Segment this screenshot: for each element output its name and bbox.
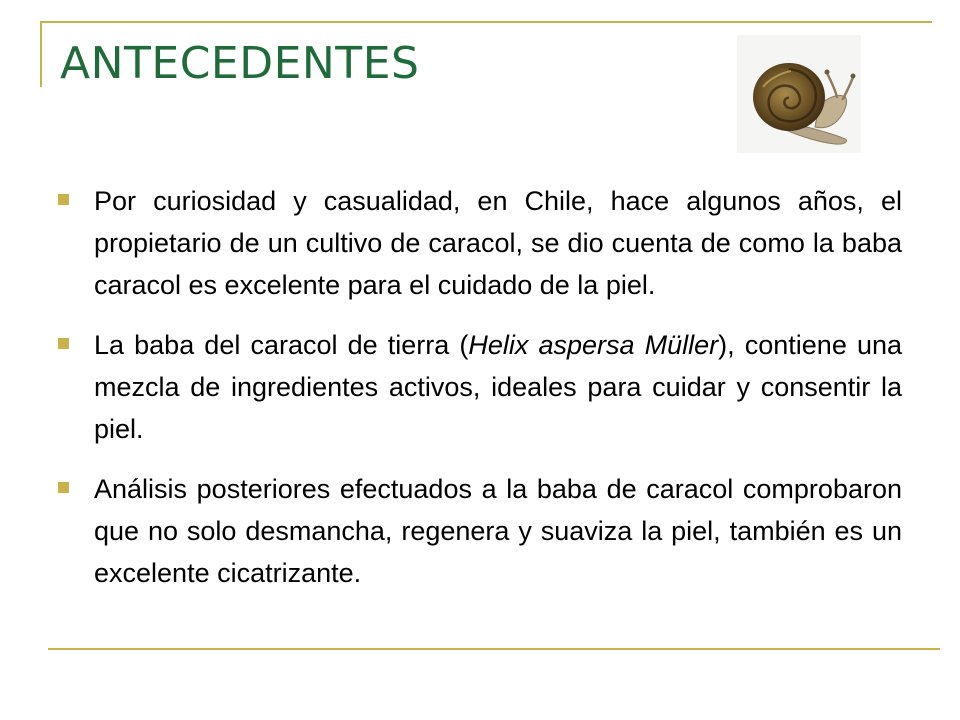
bullet-item [56,468,902,594]
bullet-text-segment: Por curiosidad y casualidad, en Chile, hace algunos años, el propietario de un cultivo de caracol, se dio cuenta de como la baba caracol es excelente para el cuidado de la piel. [94,186,902,300]
bullet-text-segment: ), contiene una mezcla de ingredientes activos, ideales para cuidar y consentir la piel. [94,330,902,444]
square-bullet-icon [58,338,69,349]
square-bullet-icon [58,194,69,205]
slide-title: ANTECEDENTES [60,38,420,89]
bullet-text [94,324,902,450]
bullet-text [94,468,902,594]
top-rule [40,21,932,23]
bullet-text-segment: Análisis posteriores efectuados a la baba de caracol comprobaron que no solo desmancha, regenera y suaviza la piel, también es un excelente cicatrizante. [94,474,902,588]
bottom-rule [48,648,940,650]
snail-icon [737,35,861,153]
species-name: Helix aspersa Müller [468,330,719,360]
bullet-text [94,180,902,306]
bullet-item [56,180,902,306]
square-bullet-icon [58,482,69,493]
bullet-item [56,324,902,450]
left-rule [40,21,42,87]
bullet-list [56,180,902,612]
snail-image [737,35,861,153]
bullet-text-segment: La baba del caracol de tierra ( [94,330,469,360]
